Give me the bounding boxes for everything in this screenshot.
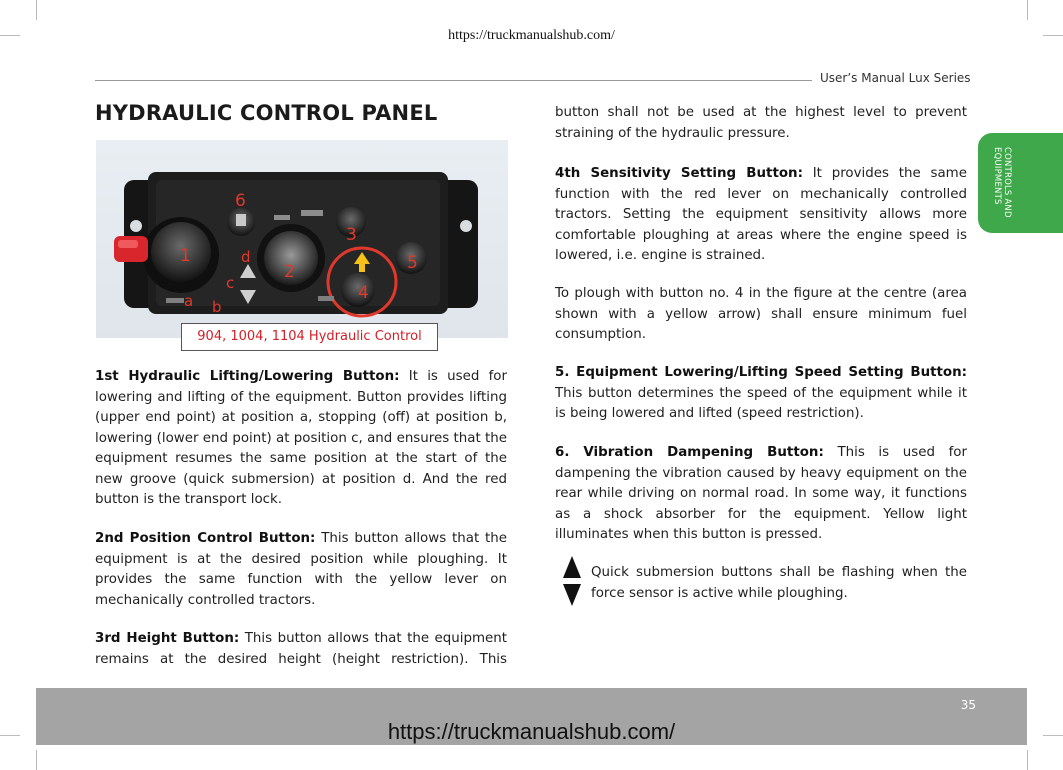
paragraph-body: It provides the same function with the red lever on mechanically controlled tractors. Setting the equipment sensitivity allows more comfortable ploughing at areas where the engine speed is lowered, i.e. engine is strained. [555,166,967,263]
paragraph-position-control [95,529,507,611]
paragraph-vibration-dampening [555,443,967,546]
page-number: 35 [960,698,976,712]
hydraulic-panel-illustration [96,140,508,338]
paragraph-heading: 6. Vibration Dampening Button: [555,445,824,460]
crop-mark [36,0,37,20]
paragraph-height-button [95,629,507,670]
side-tab-label: CONTROLS AND EQUIPMENTS [992,147,1012,218]
callout-label: 3 [346,225,357,245]
paragraph-body: button shall not be used at the highest level to prevent straining of the hydraulic pressure. [555,105,967,141]
paragraph-body: This button allows that the equipment is at the desired position while ploughing. It provides the same function with the yellow lever on mechanically controlled tractors. [95,531,507,608]
header-rule [95,80,812,81]
paragraph-height-continued [555,103,967,144]
callout-label: 4 [358,283,369,303]
header-manual-title: User’s Manual Lux Series [820,71,971,85]
paragraph-body: This is used for dampening the vibration caused by heavy equipment on the rear while driving on normal road. In some way, it functions as a shock absorber for the equipment. Yellow light illuminates when this button is pressed. [555,445,967,542]
paragraph-speed-setting [555,363,967,425]
paragraph-body: This button allows that the equipment remains at the desired height (height restriction). This [95,631,507,667]
paragraph-heading: 2nd Position Control Button: [95,531,316,546]
paragraph-body: This button determines the speed of the equipment while it is being lowered and lifted (speed restriction). [555,385,967,421]
paragraph-body: To plough with button no. 4 in the figure at the centre (area shown with a yellow arrow) shall ensure minimum fuel consumption. [555,286,967,342]
paragraph-plough-button-4 [555,284,967,346]
callout-label: b [212,298,222,316]
watermark-url-top: https://truckmanualshub.com/ [448,28,615,43]
crop-mark [1027,0,1028,20]
up-down-arrows-icon [563,556,581,606]
section-title: HYDRAULIC CONTROL PANEL [95,101,438,125]
callout-label: 5 [407,253,418,273]
callout-label: c [226,274,235,292]
callout-label: 2 [284,262,295,282]
crop-mark [1027,750,1028,770]
paragraph-heading: 1st Hydraulic Lifting/Lowering Button: [95,369,400,384]
callout-label: 6 [235,191,246,211]
figure-caption: 904, 1004, 1104 Hydraulic Control [181,323,438,351]
callout-label: d [241,248,251,266]
crop-mark [36,750,37,770]
paragraph-heading: 3rd Height Button: [95,631,240,646]
note-text: Quick submersion buttons shall be flashing when the force sensor is active while ploughing. [591,565,967,601]
paragraph-body: It is used for lowering and lifting of the equipment. Button provides lifting (upper end point) at position a, stopping (off) at position b, lowering (lower end point) at position c, and ensures that the equipment resumes the same position at the start of the new groove (quick submersion) at position d. And the red button is the transport lock. [95,369,507,507]
paragraph-heading: 4th Sensitivity Setting Button: [555,166,803,181]
callout-label: 1 [180,246,191,266]
watermark-url-bottom: https://truckmanualshub.com/ [387,719,676,744]
hydraulic-panel-figure [96,140,508,338]
paragraph-heading: 5. Equipment Lowering/Lifting Speed Setting Button: [555,365,967,380]
paragraph-lifting-lowering [95,367,507,511]
callout-label: a [184,292,194,310]
paragraph-sensitivity [555,164,967,267]
